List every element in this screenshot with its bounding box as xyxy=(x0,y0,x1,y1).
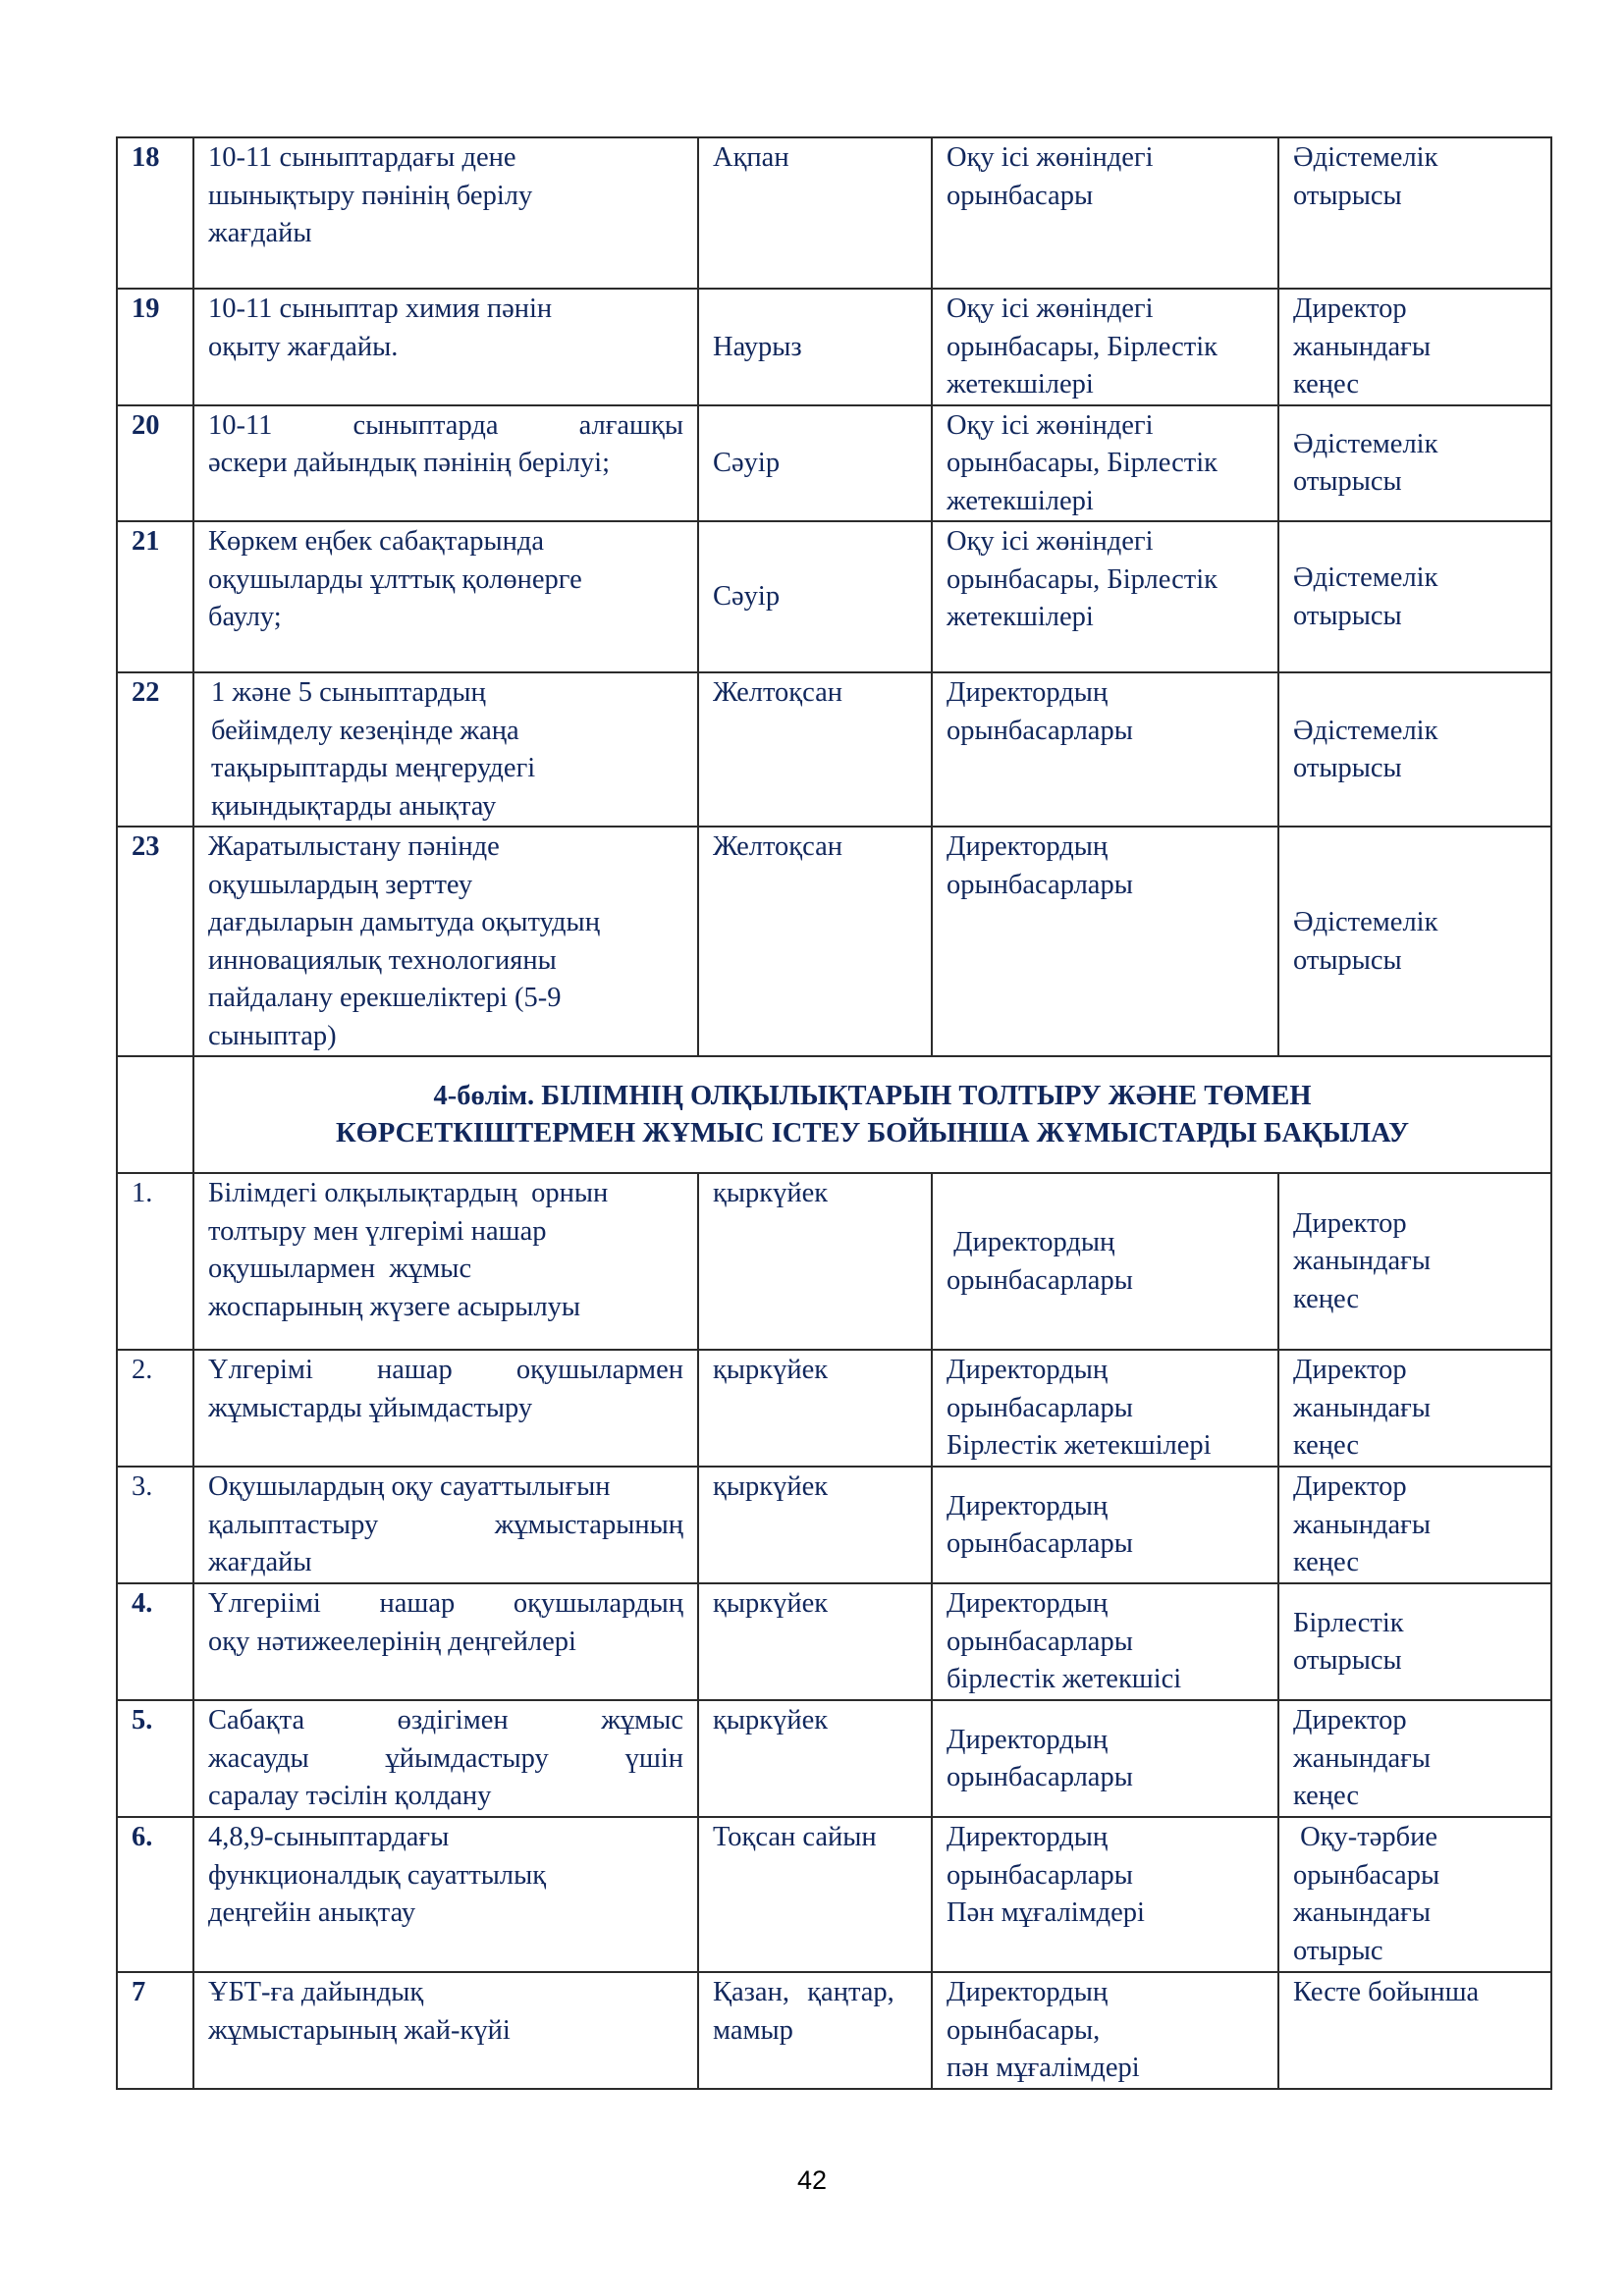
responsible-line: орынбасарлары xyxy=(947,1762,1133,1792)
table-row xyxy=(117,137,1551,289)
topic-line: жасауды ұйымдастыру үшін xyxy=(208,1742,683,1774)
responsible-line: Директордың xyxy=(947,1588,1109,1619)
result-line: Әдістемелік xyxy=(1293,715,1438,746)
time-cell: қыркүйек xyxy=(698,1173,932,1350)
time-cell: қыркүйек xyxy=(698,1700,932,1817)
result-line: отырысы xyxy=(1293,753,1402,783)
time-cell: Наурыз xyxy=(698,289,932,405)
time-cell: Сәуір xyxy=(698,521,932,672)
topic-line: қалыптастыру жұмыстарының xyxy=(208,1509,683,1540)
topic-line: шынықтыру пәнінің берілу xyxy=(208,180,533,211)
responsible-line: орынбасары, Бірлестік xyxy=(947,563,1218,595)
result-cell xyxy=(1278,1700,1551,1817)
topic-line: Үлгеріімі нашар оқушылардың xyxy=(208,1588,683,1619)
result-line: кеңес xyxy=(1293,1547,1360,1577)
topic-line: әскери дайындық пәнінің берілуі; xyxy=(208,448,611,478)
result-line: отырысы xyxy=(1293,466,1402,498)
topic-cell xyxy=(193,1583,698,1700)
section-title xyxy=(193,1056,1551,1173)
topic-cell xyxy=(193,405,698,522)
topic-line: Жаратылыстану пәнінде xyxy=(208,831,500,862)
topic-line: ҰБТ-ға дайындық xyxy=(208,1977,424,2007)
result-cell xyxy=(1278,1173,1551,1350)
topic-cell xyxy=(193,1700,698,1817)
topic-cell xyxy=(193,827,698,1056)
topic-line: Білімдегі олқылықтардың орнын xyxy=(208,1178,609,1208)
result-line: Директор xyxy=(1293,294,1407,324)
row-number: 22 xyxy=(117,672,193,827)
responsible-line: Директордың xyxy=(947,1977,1109,2007)
table-row xyxy=(117,289,1551,405)
responsible-line: жетекшілері xyxy=(947,485,1094,516)
section-number-cell xyxy=(117,1056,193,1173)
responsible-line: Директордың xyxy=(947,677,1109,708)
row-number: 18 xyxy=(117,137,193,289)
topic-line: инновациялық технологияны xyxy=(208,944,557,976)
topic-cell xyxy=(193,289,698,405)
topic-line: толтыру мен үлгерімі нашар xyxy=(208,1215,547,1247)
result-line: Әдістемелік xyxy=(1293,907,1438,937)
result-line: Оқу-тәрбие xyxy=(1293,1822,1438,1852)
time-cell: қыркүйек xyxy=(698,1350,932,1467)
topic-line: қиындықтарды анықтау xyxy=(211,790,497,822)
topic-line: жоспарының жүзеге асырылуы xyxy=(208,1291,581,1322)
responsible-line: Директордың xyxy=(947,1822,1109,1852)
result-cell xyxy=(1278,1350,1551,1467)
row-number: 2. xyxy=(117,1350,193,1467)
topic-line: функционалдық сауаттылық xyxy=(208,1859,547,1891)
responsible-line: орынбасарлары xyxy=(947,1264,1133,1296)
time-cell: Тоқсан сайын xyxy=(698,1817,932,1972)
topic-cell xyxy=(193,1817,698,1972)
result-line: кеңес xyxy=(1293,1283,1360,1314)
row-number: 21 xyxy=(117,521,193,672)
responsible-cell xyxy=(932,827,1278,1056)
topic-line: дағдыларын дамытуда оқытудың xyxy=(208,907,600,937)
result-cell xyxy=(1278,405,1551,522)
responsible-line: Оқу ісі жөніндегі xyxy=(947,409,1154,441)
result-cell xyxy=(1278,289,1551,405)
control-plan-table xyxy=(116,136,1552,2090)
result-line: Директор xyxy=(1293,1471,1407,1502)
table-row xyxy=(117,1467,1551,1583)
responsible-line: Директордың xyxy=(947,1355,1109,1385)
topic-line: бейімделу кезеңінде жаңа xyxy=(211,715,519,746)
topic-line: 10-11 сыныптардағы дене xyxy=(208,142,516,173)
result-line: отырысы xyxy=(1293,600,1402,631)
time-cell: Сәуір xyxy=(698,405,932,522)
table-row xyxy=(117,1173,1551,1350)
result-line: отырысы xyxy=(1293,1645,1402,1676)
topic-line: 4,8,9-сыныптардағы xyxy=(208,1822,450,1852)
table-row xyxy=(117,1350,1551,1467)
result-line: кеңес xyxy=(1293,1781,1360,1811)
responsible-cell xyxy=(932,1173,1278,1350)
result-line: жанындағы xyxy=(1293,331,1431,362)
topic-cell xyxy=(193,1972,698,2089)
result-line: орынбасары xyxy=(1293,1859,1440,1891)
responsible-line: Оқу ісі жөніндегі xyxy=(947,142,1154,173)
result-cell xyxy=(1278,1583,1551,1700)
section-header-row xyxy=(117,1056,1551,1173)
result-cell xyxy=(1278,521,1551,672)
topic-cell xyxy=(193,521,698,672)
result-line: жанындағы xyxy=(1293,1246,1431,1277)
result-line: отырысы xyxy=(1293,944,1402,976)
result-line: жанындағы xyxy=(1293,1392,1431,1423)
table-row xyxy=(117,672,1551,827)
topic-line: жұмыстарының жай-күйі xyxy=(208,2014,511,2046)
time-cell: қыркүйек xyxy=(698,1467,932,1583)
row-number: 19 xyxy=(117,289,193,405)
section-title-line: 4-бөлім. БІЛІМНІҢ ОЛҚЫЛЫҚТАРЫН ТОЛТЫРУ ЖӘНЕ ТӨМЕН xyxy=(433,1081,1312,1111)
result-line: Бірлестік xyxy=(1293,1607,1404,1638)
responsible-line: Директордың xyxy=(947,1227,1115,1257)
responsible-line: орынбасарлары xyxy=(947,869,1133,900)
responsible-line: жетекшілері xyxy=(947,369,1094,400)
topic-line: жұмыстарды ұйымдастыру xyxy=(208,1392,533,1423)
responsible-line: орынбасарлары xyxy=(947,1392,1133,1423)
time-text: Қазан, қаңтар, мамыр xyxy=(713,1977,903,2046)
result-line: жанындағы xyxy=(1293,1742,1431,1774)
table-row xyxy=(117,1972,1551,2089)
responsible-line: орынбасары xyxy=(947,180,1094,211)
result-line: отырыс xyxy=(1293,1935,1383,1966)
row-number: 20 xyxy=(117,405,193,522)
topic-cell xyxy=(193,1467,698,1583)
result-line: Әдістемелік xyxy=(1293,428,1438,459)
responsible-line: бірлестік жетекшісі xyxy=(947,1664,1182,1694)
result-line: Кесте бойынша xyxy=(1293,1977,1480,2007)
result-cell xyxy=(1278,827,1551,1056)
responsible-line: орынбасары, Бірлестік xyxy=(947,448,1218,478)
responsible-line: пән мұғалімдері xyxy=(947,2053,1140,2083)
topic-line: Көркем еңбек сабақтарында xyxy=(208,526,544,557)
topic-cell xyxy=(193,1350,698,1467)
table-row xyxy=(117,521,1551,672)
row-number: 7 xyxy=(117,1972,193,2089)
topic-line: сыныптар) xyxy=(208,1020,337,1051)
time-cell: Ақпан xyxy=(698,137,932,289)
row-number: 23 xyxy=(117,827,193,1056)
topic-line: оқушылармен жұмыс xyxy=(208,1254,472,1284)
responsible-cell xyxy=(932,1700,1278,1817)
responsible-cell xyxy=(932,1817,1278,1972)
result-line: жанындағы xyxy=(1293,1897,1431,1928)
responsible-line: орынбасары, xyxy=(947,2014,1101,2046)
result-line: кеңес xyxy=(1293,369,1360,400)
topic-line: баулу; xyxy=(208,602,282,632)
table-row xyxy=(117,1817,1551,1972)
result-line: Директор xyxy=(1293,1207,1407,1239)
table-row xyxy=(117,827,1551,1056)
topic-line: Сабақта өздігімен жұмыс xyxy=(208,1705,683,1735)
result-line: Әдістемелік xyxy=(1293,562,1438,593)
responsible-line: Директордың xyxy=(947,831,1109,862)
topic-line: оқушыларды ұлттық қолөнерге xyxy=(208,563,582,595)
topic-line: оқушылардың зерттеу xyxy=(208,869,473,900)
topic-line: оқу нәтижеелерінің деңгейлері xyxy=(208,1626,576,1657)
responsible-line: Бірлестік жетекшілері xyxy=(947,1430,1212,1461)
section-title-line: КӨРСЕТКІШТЕРМЕН ЖҰМЫС ІСТЕУ БОЙЫНША ЖҰМЫСТАРДЫ БАҚЫЛАУ xyxy=(336,1118,1409,1148)
responsible-line: жетекшілері xyxy=(947,602,1094,632)
topic-line: Үлгерімі нашар оқушылармен xyxy=(208,1355,683,1385)
page-number: 42 xyxy=(796,2165,828,2195)
time-cell: қыркүйек xyxy=(698,1583,932,1700)
time-cell: Желтоқсан xyxy=(698,827,932,1056)
topic-cell xyxy=(193,672,698,827)
row-number: 6. xyxy=(117,1817,193,1972)
responsible-cell xyxy=(932,1972,1278,2089)
result-line: Директор xyxy=(1293,1705,1407,1735)
time-cell xyxy=(698,1972,932,2089)
responsible-cell xyxy=(932,137,1278,289)
responsible-line: Оқу ісі жөніндегі xyxy=(947,294,1154,324)
responsible-cell xyxy=(932,289,1278,405)
result-line: отырысы xyxy=(1293,180,1402,211)
responsible-cell xyxy=(932,405,1278,522)
topic-line: 10-11 сыныптарда алғашқы xyxy=(208,409,683,441)
topic-line: пайдалану ерекшеліктері (5-9 xyxy=(208,983,562,1013)
responsible-line: Директордың xyxy=(947,1490,1109,1522)
result-cell xyxy=(1278,672,1551,827)
responsible-line: орынбасарлары xyxy=(947,1528,1133,1559)
row-number: 5. xyxy=(117,1700,193,1817)
result-line: кеңес xyxy=(1293,1430,1360,1461)
topic-line: жағдайы xyxy=(208,218,312,248)
topic-line: жағдайы xyxy=(208,1547,312,1577)
result-cell xyxy=(1278,1817,1551,1972)
result-cell xyxy=(1278,1467,1551,1583)
result-cell xyxy=(1278,137,1551,289)
topic-line: саралау тәсілін қолдану xyxy=(208,1781,492,1811)
topic-line: 1 және 5 сыныптардың xyxy=(211,677,486,708)
table-row xyxy=(117,405,1551,522)
result-cell xyxy=(1278,1972,1551,2089)
row-number: 3. xyxy=(117,1467,193,1583)
responsible-line: Директордың xyxy=(947,1724,1109,1755)
responsible-line: орынбасарлары xyxy=(947,1859,1133,1891)
responsible-line: орынбасары, Бірлестік xyxy=(947,331,1218,362)
time-cell: Желтоқсан xyxy=(698,672,932,827)
result-line: жанындағы xyxy=(1293,1509,1431,1540)
row-number: 4. xyxy=(117,1583,193,1700)
topic-line: тақырыптарды меңгерудегі xyxy=(211,753,536,783)
topic-line: деңгейін анықтау xyxy=(208,1897,416,1928)
responsible-line: орынбасарлары xyxy=(947,1626,1133,1657)
table-row xyxy=(117,1700,1551,1817)
responsible-cell xyxy=(932,1350,1278,1467)
responsible-line: орынбасарлары xyxy=(947,715,1133,746)
topic-line: Оқушылардың оқу сауаттылығын xyxy=(208,1471,611,1502)
topic-line: оқыту жағдайы. xyxy=(208,331,399,362)
responsible-cell xyxy=(932,672,1278,827)
row-number: 1. xyxy=(117,1173,193,1350)
table-row xyxy=(117,1583,1551,1700)
result-line: Әдістемелік xyxy=(1293,142,1438,173)
topic-line: 10-11 сыныптар химия пәнін xyxy=(208,294,553,324)
responsible-cell xyxy=(932,1583,1278,1700)
topic-cell xyxy=(193,1173,698,1350)
responsible-line: Оқу ісі жөніндегі xyxy=(947,526,1154,557)
result-line: Директор xyxy=(1293,1355,1407,1385)
responsible-line: Пән мұғалімдері xyxy=(947,1897,1145,1928)
responsible-cell xyxy=(932,521,1278,672)
responsible-cell xyxy=(932,1467,1278,1583)
topic-cell xyxy=(193,137,698,289)
